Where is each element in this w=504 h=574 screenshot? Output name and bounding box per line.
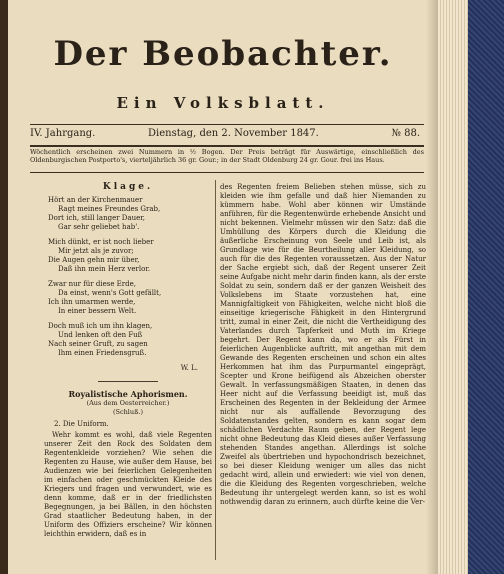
poem-line: Dort ich, still langer Dauer,	[48, 214, 146, 222]
column-divider	[215, 180, 216, 560]
left-column	[44, 183, 212, 539]
issue-number: № 88.	[391, 128, 420, 139]
poem-line: Ragt meines Freundes Grab,	[58, 205, 161, 213]
notice-rule	[30, 172, 424, 173]
poem-signature: W. L.	[180, 364, 198, 372]
subtitle: Ein Volksblatt.	[116, 94, 330, 112]
article-text-left: Wehr kommt es wohl, daß viele Regenten unserer Zeit den Rock des Soldaten dem Regentenkleide vorziehen? Wie sehen die Regenten zu Hause, wie außer dem Hause, bei Audienzen wie bei feierlichen Gelegenheiten im einfachen oder geschmückten Kleide des Kriegers und fragen und verwundert, wie es denn komme, daß er in der friedlichsten Begegnungen, ja bei Bällen, in den höchsten Grad staatlicher Bedeutung haben, in der Uniform des Offiziers erscheine? Wir können leichthin erwidern, daß es in	[44, 431, 212, 538]
poem-line: Zwar nur für diese Erde,	[48, 280, 136, 288]
poem-line: Hört an der Kirchenmauer	[48, 196, 143, 204]
article-text-right: des Regenten freiem Belieben stehen müsse, sich zu kleiden wie ihm gefalle und daß hier Niemanden zu kümmern habe. Wohl aber können wir Umstände anführen, für die Regentenwürde erhebende Ansicht und nicht bekennen. Vielmehr müssen wir den Satz: daß die Umhüllung des Körpers durch die Kleidung die äußerliche Erscheinung von Seele und Leib ist, als Grundlage wie für die Beurtheilung aller Kleidung, so auch für die des Regenten voraussetzen. Aus der Natur der Sache ergiebt sich, daß der Regent unserer Zeit seine Aufgabe nicht mehr darin finden kann, als der erste Soldat zu sein, sondern daß er der ganzen Weisheit des Volkslebens im Staate vorzustehen hat, eine Mannigfaltigkeit von Fähigkeiten, welche nicht bloß die einseitige kriegerische Fähigkeit in den Hintergrund tritt, zumal in einer Zeit, die nicht die Vertheidigung des Vaterlandes durch Tapferkeit und Muth im Kriege begehrt. Der Regent kann da, wo er als Fürst in feierlichen Augenblicke auftritt, mit angethan mit dem Gewande des Regenten erscheinen und schon ein altes Herkommen hat ihm das Purpurmantel eingeprägt, Scepter und Krone beifügend als Abzeichen oberster Gewalt. In verfassungsmäßigen Staaten, in denen das Heer nicht auf die Verfassung beeidigt ist, muß das Erscheinen des Regenten in der Bekleidung der Armee nicht nur als auffallende Bevorzugung des Soldatenstandes gelten, sondern es kann sogar dem schädlichen Verdachte Raum geben, der Regent lege nicht ohne Bedeutung das Kleid dieses außer Verfassung stehenden Standes angethan. Allerdings ist solche Zweifel als übertrieben und hypochondrisch bezeichnet, so bei dieser Kleidung weniger um alles das nicht gedacht wird, allein und erwiedert: wie viel von denen, die die Kleidung des Regenten vorgeschrieben, welche Bedeutung ihr untergelegt werden kann, so ist es wohl nothwendig daran zu erinnern, auch dürfte keine die Ver-	[220, 183, 426, 506]
poem-line: Ich ihn umarmen werde,	[48, 298, 136, 306]
poem-stanza	[44, 322, 212, 358]
poem-line: Daß ihn mein Herz verlor.	[58, 265, 151, 273]
volume-label: IV. Jahrgang.	[30, 128, 96, 139]
poem-line: Gar sehr geliebet hab'.	[58, 223, 140, 231]
poem-line: Und lenken oft den Fuß	[58, 331, 143, 339]
poem-line: Nach seiner Gruft, zu sagen	[48, 340, 148, 348]
poem-line: Mir jetzt als je zuvor;	[58, 247, 134, 255]
article-source: (Aus dem Oesterreicher.)	[86, 399, 170, 407]
header-rule-top	[30, 124, 424, 125]
page-gutter-shadow	[426, 0, 438, 574]
book-cover	[468, 0, 504, 574]
poem-title: Klage.	[102, 182, 154, 192]
section-rule	[98, 381, 158, 382]
poem-stanza	[44, 196, 212, 232]
subscription-notice: Wöchentlich erscheinen zwei Nummern in ½ Bogen. Der Preis beträgt für Auswärtige, einschließlich des Oldenburgischen Postporto's, vierteljährlich 36 gr. Gour.; in der Stadt Oldenburg 24 gr. Gour. frei ins Haus.	[30, 148, 424, 164]
poem-line: Die Augen gehn mir über,	[48, 256, 140, 264]
poem-line: Da einst, wenn's Gott gefällt,	[58, 289, 162, 297]
masthead: Der Beobachter.	[53, 34, 393, 74]
header-rule-bottom	[30, 145, 424, 147]
article-title: Royalistische Aphorismen.	[68, 389, 188, 399]
right-column	[220, 183, 426, 507]
poem-line: Mich dünkt, er ist noch lieber	[48, 238, 154, 246]
poem-stanza	[44, 238, 212, 274]
article-section-heading: 2. Die Uniform.	[54, 420, 109, 428]
poem-stanza	[44, 280, 212, 316]
page-edges	[438, 0, 468, 574]
issue-date: Dienstag, den 2. November 1847.	[148, 128, 319, 139]
poem-line: Ihm einen Friedensgruß.	[58, 349, 147, 357]
article-note: (Schluß.)	[112, 408, 144, 416]
poem-line: Doch muß ich um ihn klagen,	[48, 322, 153, 330]
binding-spine	[0, 0, 8, 574]
poem-line: In einer bessern Welt.	[58, 307, 137, 315]
issue-info-row	[30, 128, 424, 144]
newspaper-page	[8, 0, 438, 574]
